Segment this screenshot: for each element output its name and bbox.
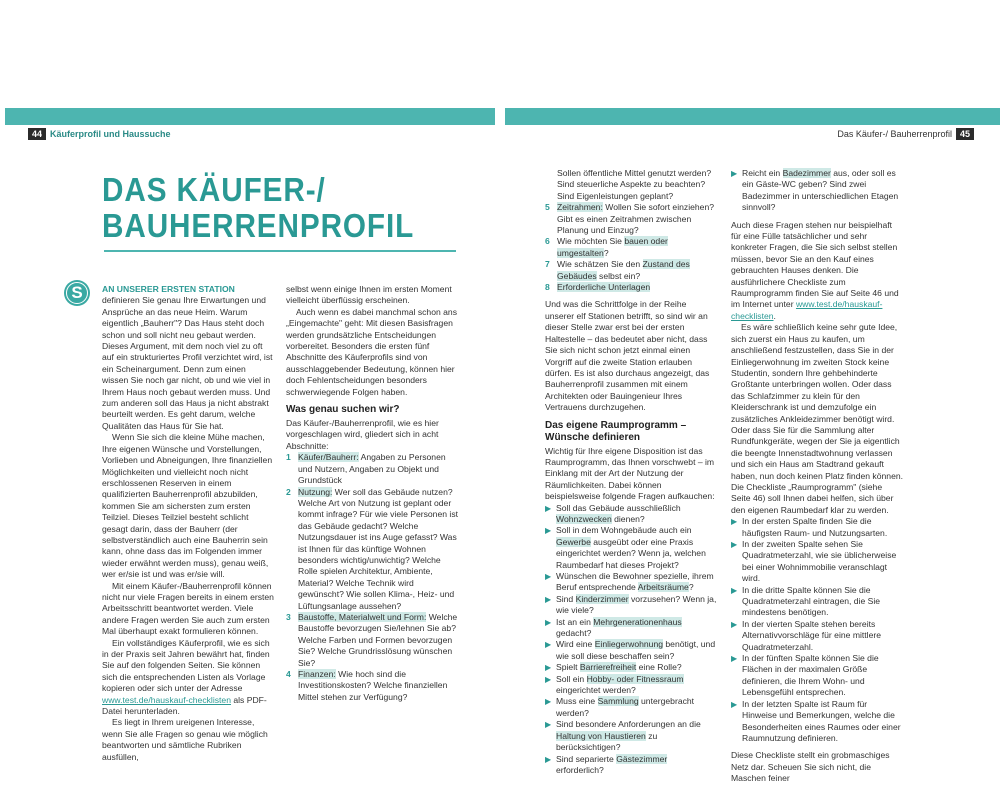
bullet-text: gedacht?	[556, 628, 592, 639]
bullet-keyword: Badezimmer	[782, 168, 831, 178]
bullet-arrow-icon: ▶	[545, 594, 552, 604]
numbered-item	[545, 259, 717, 282]
bullet-text-a: Ist an ein	[556, 616, 594, 627]
header-bar-right	[505, 108, 1000, 125]
bullet-item	[731, 619, 903, 653]
item-text: Wer soll das Gebäude nutzen? Welche Art von Nutzung ist geplant oder kommt infrage? Für wie viele Personen ist das Gebäude gedacht? Welche Nutzungsdauer ist ins Auge gefasst? Was ist Ihnen für das künftige Wohnen besonders wichtig/unwichtig? Welche Rolle spielen Architektur, Ambiente, Material? Welche Technik wird gewünscht? Wie sollen Klima-, Heiz- und Lüftungsanlage aussehen?	[298, 486, 459, 611]
bullet-text: ausgeübt oder eine Praxis eingerichtet werden? Wenn ja, welchen Raumbedarf hat dieses Projekt?	[556, 536, 706, 570]
numbered-item	[286, 612, 458, 669]
item-keyword: Erforderliche Unterlagen	[557, 282, 651, 293]
header-bar-left	[5, 108, 495, 125]
column-2	[286, 284, 458, 703]
bullet-text: In der vierten Spalte stehen bereits Alternativvorschläge für eine mittlere Quadratmeterzahl.	[742, 618, 881, 652]
bullet-text-a: Reicht ein	[742, 168, 783, 178]
bullet-arrow-icon: ▶	[545, 572, 552, 581]
col1-paragraph-2: Wenn Sie sich die kleine Mühe machen, Ihre eigenen Wünsche und Vorstellungen, Vorlieben und Abneigungen, Ihre finanziellen Möglichkeiten und vielleicht noch nicht erschlossenen Reserven in einem qualifizierten Bauherrenprofil abzubilden, kommen Sie am sichersten zum ersten Teilziel. Dieses Teilziel besteht schlicht gesagt darin, dass der Bauherr (der selbstverständlich auch eine Bauherrin sein kann, ohne dass das im Folgenden immer wieder erwähnt werden muss), genau weiß, wer er/sie ist und was er/sie will.	[102, 432, 273, 580]
bullet-text: dienen?	[611, 513, 645, 524]
item-keyword: bauen oder umgestalten	[557, 236, 668, 258]
bullet-item	[545, 696, 717, 719]
col1-paragraph-5: Es liegt in Ihrem ureigenen Interesse, wenn Sie alle Fragen so genau wie möglich beantworten und sämtliche Rubriken ausfüllen,	[102, 717, 268, 762]
numbered-item	[286, 452, 458, 486]
subheading-was-suchen: Was genau suchen wir?	[286, 404, 400, 416]
bullet-text: In die dritte Spalte können Sie die Quadratmeterzahl eintragen, die Sie mindestens benötigen.	[742, 584, 881, 618]
col3-paragraph-2: Wichtig für Ihre eigene Disposition ist das Raumprogramm, das Ihnen vorschwebt – im Einklang mit der Art der Nutzung der Räumlichkeiten. Dabei können beispielsweise folgende Fragen aufkauchen:	[545, 445, 715, 502]
bullet-text-a: Soll in dem Wohngebäude auch ein	[556, 525, 692, 536]
bullet-arrow-icon: ▶	[545, 640, 552, 650]
item-number: 8	[545, 282, 550, 293]
bullet-arrow-icon: ▶	[731, 540, 738, 549]
title-line-2: BAUHERRENPROFIL	[102, 207, 415, 244]
item-keyword: Finanzen:	[298, 669, 336, 679]
bullet-item	[545, 525, 717, 571]
col1-paragraph-4	[102, 638, 274, 718]
item-text: ?	[603, 247, 609, 258]
col2-intro: Das Käufer-/Bauherrenprofil, wie es hier vorgeschlagen wird, gliedert sich in acht Abschnitte:	[286, 418, 439, 451]
item-keyword: Baustoffe, Materialwelt und Form:	[298, 611, 427, 622]
item-text: Welche Baustoffe bevorzugen Sie/lehnen Sie ab? Welche Farben und Formen bevorzugen Sie? Welche Grundrisslösung wünschen Sie?	[298, 611, 458, 668]
col4-paragraph-2: Es wäre schließlich keine sehr gute Idee, sich zuerst ein Haus zu kaufen, um anschließend festzustellen, dass Sie in der Einliegerwohnung im zweiten Stock keine Studentin, sondern Ihre gehbehinderte Großtante unterbringen wollen. Oder dass das Schlafzimmer zu klein für den Kleiderschrank ist und demzufolge ein zusätzliches Ankleidezimmer benötigt wird. Oder dass Sie für die Sammlung alter Rundfunkgeräte, wegen der Sie ja eigentlich die beengte Innenstadtwohnung verlassen und sich ein Haus am Stadtrand gekauft haben, nun doch keinen Platz finden können. Die Checkliste „Raumprogramm" (siehe Seite 46) soll Ihnen dabei helfen, sich über den eigenen Raumbedarf klar zu werden.	[731, 322, 904, 515]
bullet-keyword: Sammlung	[597, 696, 639, 707]
bullet-arrow-icon: ▶	[545, 674, 552, 684]
item-number: 4	[286, 669, 291, 679]
bullet-text-a: Sind	[556, 593, 576, 604]
numbered-item	[545, 236, 717, 259]
bullet-keyword: Gästezimmer	[616, 753, 668, 764]
column-4	[731, 168, 903, 785]
bullet-text: In der fünften Spalte können Sie die Flächen in der maximalen Größe definieren, die Ihrem Wohn- und Lebensgefühl entsprechen.	[742, 653, 879, 698]
item-number: 7	[545, 259, 550, 270]
bullet-item	[545, 571, 717, 594]
col3-continuation: Sollen öffentliche Mittel genutzt werden? Sind steuerliche Aspekte zu beachten? Sind Eigenleistungen geplant?	[557, 168, 712, 201]
lead-in: AN UNSERER ERSTEN STATION	[102, 284, 235, 294]
item-text-a: Wie möchten Sie	[557, 236, 625, 247]
bullet-arrow-icon: ▶	[731, 517, 738, 527]
bullet-item	[731, 699, 903, 745]
bullet-keyword: Barrierefreiheit	[579, 662, 637, 673]
item-text: Angaben zu Personen und Nutzern, Angaben zu Objekt und Grundstück	[298, 452, 446, 486]
numbered-item	[286, 669, 458, 703]
bullet-arrow-icon: ▶	[545, 663, 552, 673]
bullet-keyword: Haltung von Haustieren	[556, 730, 646, 741]
bullet-text: aus, oder soll es ein Gäste-WC geben? Sind zwei Badezimmer in unterschiedlichen Etagen sinnvoll?	[742, 168, 899, 213]
checklist-link[interactable]: www.test.de/hauskauf-checklisten	[102, 694, 231, 705]
item-text: Wollen Sie sofort einziehen? Gibt es einen Zeitrahmen zwischen Planung und Einzug?	[557, 202, 715, 236]
item-keyword: Käufer/Bauherr:	[298, 452, 359, 463]
checklist-link-2[interactable]: www.test.de/hauskauf-checklisten	[731, 299, 883, 321]
logo-letter: S	[71, 283, 83, 302]
bullet-item	[545, 503, 717, 526]
bullet-text: vorzusehen? Wenn ja, wie viele?	[556, 593, 717, 616]
bullet-arrow-icon: ▶	[545, 503, 552, 513]
col3-paragraph-1: Und was die Schrittfolge in der Reihe unserer elf Stationen betrifft, so sind wir an dieser Stelle zwar erst bei der ersten Haltestelle – das bedeutet aber nicht, dass Sie sich nicht schon jetzt einmal einen Vorgriff auf die zweite Station erlauben dürfen. Es ist also durchaus angezeigt, das Bauherrenprofil zusammen mit einem Architekten oder Bauingenieur Ihres Vertrauens durchzugehen.	[545, 299, 710, 413]
bullet-item	[545, 662, 717, 673]
bullet-item	[731, 539, 903, 585]
bullet-item	[731, 516, 903, 539]
page-number-left: 44	[28, 128, 46, 140]
running-title-left: Käuferprofil und Haussuche	[50, 129, 171, 139]
bullet-text: In der ersten Spalte finden Sie die häufigsten Raum- und Nutzungsarten.	[742, 516, 888, 538]
title-rule	[104, 250, 456, 252]
bullet-arrow-icon: ▶	[731, 169, 738, 178]
bullet-item	[545, 674, 717, 697]
col4-paragraph-1	[731, 220, 903, 323]
bullet-keyword: Wohnzwecken	[556, 513, 612, 524]
col1-p4-text-a: Ein vollständiges Käuferprofil, wie es sich in der Praxis seit Jahren bewährt hat, finden Sie auf den folgenden Seiten. Sie können sich die entsprechenden Listen als Vorlage kopieren oder sich unter der Adresse	[102, 637, 270, 694]
title-line-1: DAS KÄUFER-/	[102, 171, 326, 208]
bullet-keyword: Arbeitsräume	[637, 582, 689, 593]
bullet-text: benötigt, und wie soll diese beschaffen sein?	[556, 639, 716, 661]
col2-paragraph-2: Auch wenn es dabei manchmal schon ans „Eingemachte" geht: Mit diesen Basisfragen werden grundsätzliche Entscheidungen vorbereitet. Besonders die ersten fünf Abschnitte des Käuferprofils sind von ausschlaggebender Bedeutung, können hier doch Fehlentscheidungen besonders schwerwiegende Folgen haben.	[286, 306, 457, 397]
bullet-item	[545, 719, 717, 753]
item-text: selbst ein?	[596, 270, 641, 281]
bullet-text: eingerichtet werden?	[556, 685, 636, 696]
running-header-left	[0, 128, 171, 140]
bullet-keyword: Einliegerwohnung	[594, 639, 664, 650]
bullet-item	[731, 168, 903, 214]
column-1	[102, 284, 274, 763]
bullet-item	[545, 594, 717, 617]
bullet-text-a: Soll ein	[556, 673, 587, 684]
bullet-arrow-icon: ▶	[731, 699, 738, 709]
item-keyword: Zeitrahmen:	[557, 202, 603, 213]
bullet-arrow-icon: ▶	[545, 720, 552, 730]
bullet-keyword: Gewerbe	[556, 536, 591, 547]
bullet-keyword: Hobby- oder Fitnessraum	[586, 673, 684, 684]
bullet-item	[731, 585, 903, 619]
item-text: Wie hoch sind die Investitionskosten? Welche finanziellen Mittel stehen zur Verfügung?	[298, 669, 448, 702]
bullet-text-a: Sind separierte	[556, 753, 617, 764]
bullet-arrow-icon: ▶	[545, 617, 552, 627]
bullet-text-a: Sind besondere Anforderungen an die	[556, 719, 701, 730]
bullet-arrow-icon: ▶	[731, 654, 738, 664]
item-number: 2	[286, 486, 291, 497]
col1-paragraph-3: Mit einem Käufer-/Bauherrenprofil können nicht nur viele Fragen bereits in einem ersten Arbeitsschritt beantwortet werden. Viele andere Fragen werden Sie auch zum ersten Mal überhaupt exakt formulieren können.	[102, 580, 274, 637]
col4-p1-text-a: Auch diese Fragen stehen nur beispielhaft für eine Fülle tatsächlicher und sehr konkreter Fragen, die Sie sich selbst stellen müssen, bevor Sie an den Kauf eines gebrauchten Hauses denken. Die ausführlichere Checkliste zum Raumprogramm finden Sie auf Seite 46 und im Internet unter	[731, 219, 899, 310]
bullet-text: In der zweiten Spalte sehen Sie Quadratmeterzahl, wie sie üblicherweise bei einer Wohnimmobilie veranschlagt wird.	[742, 539, 897, 584]
bullet-text-a: Muss eine	[556, 696, 598, 707]
bullet-text: untergebracht werden?	[556, 696, 695, 718]
bullet-arrow-icon: ▶	[545, 697, 552, 707]
col1-p1-text: definieren Sie genau Ihre Erwartungen und Ansprüche an das neue Heim. Warum eigentlich „Bauherr"? Das Haus steht doch schon und soll nicht neu gebaut werden. Dieses Argument, mit dem noch viel zu oft auf ein strukturiertes Profil verzichtet wird, ist ein Scheinargument. Denn zum einen wissen Sie noch gar nicht, ob und wie viel in Ihrem Haus noch gebaut werden muss. Und zum anderen soll das Haus ja nicht abstrakt beurteilt werden. Es geht darum, welche Qualitäten das Haus für Sie hat.	[102, 295, 273, 431]
numbered-item	[545, 202, 717, 236]
bullet-text: ?	[688, 582, 694, 593]
bullet-text: erforderlich?	[556, 764, 604, 775]
running-title-right: Das Käufer-/ Bauherrenprofil	[837, 129, 952, 139]
item-text-a: Wie schätzen Sie den	[557, 259, 643, 270]
item-keyword: Nutzung:	[298, 486, 333, 497]
bullet-arrow-icon: ▶	[731, 619, 738, 629]
bullet-item	[545, 639, 717, 662]
page-title	[102, 172, 435, 244]
numbered-item	[286, 487, 458, 612]
col4-p1-text-b: .	[773, 310, 776, 321]
col4-paragraph-3: Diese Checkliste stellt ein grobmaschiges Netz dar. Scheuen Sie sich nicht, die Maschen feiner	[731, 750, 890, 784]
bullet-text-a: Soll das Gebäude ausschließlich	[556, 502, 681, 513]
item-number: 3	[286, 611, 291, 622]
subheading-raumprogramm: Das eigene Raumprogramm – Wünsche definieren	[545, 419, 687, 443]
item-keyword: Zustand des Gebäudes	[557, 259, 690, 281]
bullet-keyword: Mehrgenerationenhaus	[593, 616, 682, 627]
bullet-text: In der letzten Spalte ist Raum für Hinweise und Bemerkungen, welche die Besonderheiten eines Raumes oder einer Raumnutzung definieren.	[742, 698, 901, 743]
bullet-item	[731, 653, 903, 699]
page-number-right: 45	[956, 128, 974, 140]
col1-paragraph-1	[102, 284, 274, 432]
item-number: 5	[545, 202, 550, 213]
col2-paragraph-1: selbst wenn einige Ihnen im ersten Moment vielleicht überflüssig erscheinen.	[286, 284, 452, 306]
bullet-arrow-icon: ▶	[731, 585, 738, 595]
col1-p4-text-b: als PDF-Datei herunterladen.	[102, 694, 267, 717]
bullet-arrow-icon: ▶	[545, 754, 552, 764]
bullet-text-a: Wird eine	[556, 639, 595, 650]
bullet-text-a: Spielt	[556, 662, 580, 673]
bullet-keyword: Kinderzimmer	[575, 593, 629, 604]
running-header-right	[837, 128, 1000, 140]
item-number: 6	[545, 236, 550, 247]
bullet-text: eine Rolle?	[636, 662, 682, 673]
numbered-item	[545, 282, 717, 293]
station-logo-icon	[64, 280, 90, 306]
bullet-arrow-icon: ▶	[545, 526, 552, 536]
bullet-item	[545, 617, 717, 640]
column-3	[545, 168, 717, 776]
bullet-text-a: Wünschen die Bewohner spezielle, ihrem Beruf entsprechende	[556, 571, 714, 593]
bullet-item	[545, 754, 717, 777]
bullet-text: zu berücksichtigen?	[556, 730, 658, 753]
item-number: 1	[286, 452, 291, 463]
